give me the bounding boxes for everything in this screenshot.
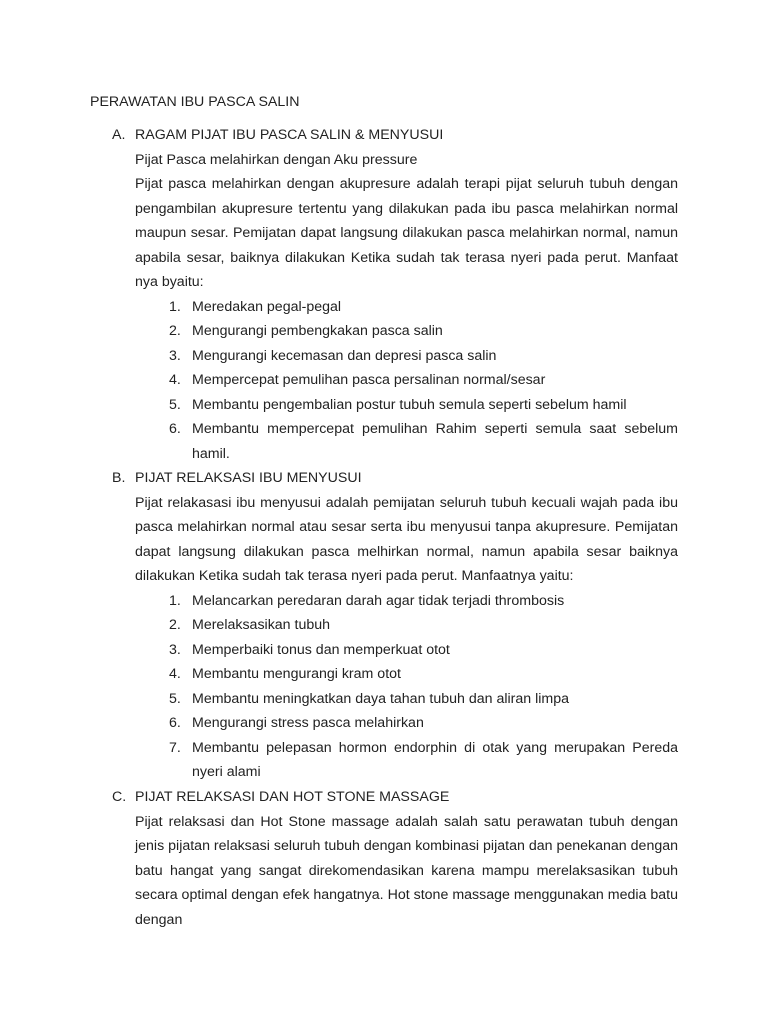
list-item-text: Membantu pelepasan hormon endorphin di otak yang merupakan Pereda nyeri alami — [192, 739, 678, 780]
section-letter: A. — [112, 127, 126, 143]
list-item-number: 1. — [169, 592, 181, 609]
list-item-text: Melancarkan peredaran darah agar tidak terjadi thrombosis — [192, 592, 565, 609]
list-item-text: Membantu mempercepat pemulihan Rahim seperti semula saat sebelum hamil. — [192, 421, 678, 462]
list-item — [90, 613, 678, 638]
section-b — [90, 466, 678, 785]
list-item-text: Mengurangi stress pasca melahirkan — [192, 715, 424, 731]
section-letter: C. — [112, 789, 127, 805]
list-item — [90, 295, 678, 320]
list-item — [90, 393, 678, 418]
list-item — [90, 319, 678, 344]
list-item-number: 4. — [169, 372, 181, 388]
list-item-text: Membantu pengembalian postur tubuh semula seperti sebelum hamil — [192, 396, 627, 413]
list-item-number: 2. — [169, 323, 181, 339]
benefit-list — [90, 295, 678, 467]
list-item-text: Memperbaiki tonus dan memperkuat otot — [192, 641, 450, 658]
list-item-text: Merelaksasikan tubuh — [192, 617, 331, 633]
section-paragraph: Pijat pasca melahirkan dengan akupresure adalah terapi pijat seluruh tubuh dengan pengambilan akupresure tertentu yang dilakukan pada ibu pasca melahirkan normal maupun sesar. Pemijatan dapat langsung dilakukan pasca melahirkan normal, namun apabila sesar, baiknya dilakukan Ketika sudah tak terasa nyeri pada perut. Manfaat nya byaitu: — [135, 176, 678, 290]
section-body — [135, 148, 678, 295]
list-item-number: 1. — [169, 298, 181, 315]
list-item-number: 6. — [169, 421, 181, 437]
list-item — [90, 589, 678, 614]
list-item-number: 3. — [169, 641, 181, 658]
list-item-text: Mengurangi pembengkakan pasca salin — [192, 323, 443, 339]
list-item-text: Meredakan pegal-pegal — [192, 298, 342, 315]
list-item-number: 5. — [169, 396, 181, 413]
section-a — [90, 123, 678, 466]
list-item — [90, 368, 678, 393]
list-item-text: Mempercepat pemulihan pasca persalinan normal/sesar — [192, 372, 546, 388]
list-item-number: 3. — [169, 347, 181, 364]
section-title: PIJAT RELAKSASI DAN HOT STONE MASSAGE — [135, 789, 450, 805]
section-heading — [90, 123, 678, 148]
benefit-list — [90, 589, 678, 785]
list-item-text: Membantu meningkatkan daya tahan tubuh dan aliran limpa — [192, 690, 570, 707]
list-item — [90, 662, 678, 687]
list-item-number: 6. — [169, 715, 181, 731]
list-item-number: 4. — [169, 666, 181, 682]
list-item-number: 5. — [169, 690, 181, 707]
section-subtitle: Pijat Pasca melahirkan dengan Aku pressure — [135, 151, 418, 168]
section-c — [90, 785, 678, 932]
section-body — [135, 810, 678, 933]
list-item-text: Membantu mengurangi kram otot — [192, 666, 401, 682]
section-paragraph: Pijat relaksasi dan Hot Stone massage adalah salah satu perawatan tubuh dengan jenis pijatan relaksasi seluruh tubuh dengan kombinasi pijatan dan penekanan dengan batu hangat yang sangat direkomendasikan karena mampu merelaksasikan tubuh secara optimal dengan efek hangatnya. Hot stone massage menggunakan media batu dengan — [135, 813, 678, 928]
list-item-number: 7. — [169, 739, 181, 756]
list-item-text: Mengurangi kecemasan dan depresi pasca salin — [192, 347, 497, 364]
section-heading — [90, 466, 678, 491]
section-body — [135, 491, 678, 589]
list-item-number: 2. — [169, 617, 181, 633]
list-item — [90, 711, 678, 736]
section-paragraph: Pijat relakasasi ibu menyusui adalah pemijatan seluruh tubuh kecuali wajah pada ibu pasca melahirkan normal atau sesar serta ibu menyusui tanpa akupresure. Pemijatan dapat langsung dilakukan pasca melhirkan normal, namun apabila sesar baiknya dilakukan Ketika sudah tak terasa nyeri pada perut. Manfaatnya yaitu: — [135, 494, 678, 584]
list-item — [90, 344, 678, 369]
section-title: RAGAM PIJAT IBU PASCA SALIN & MENYUSUI — [135, 127, 444, 143]
list-item — [90, 638, 678, 663]
section-title: PIJAT RELAKSASI IBU MENYUSUI — [135, 470, 362, 486]
section-heading — [90, 785, 678, 810]
list-item — [90, 417, 678, 466]
document-title: PERAWATAN IBU PASCA SALIN — [90, 94, 300, 110]
list-item — [90, 736, 678, 785]
section-letter: B. — [112, 470, 126, 486]
list-item — [90, 687, 678, 712]
